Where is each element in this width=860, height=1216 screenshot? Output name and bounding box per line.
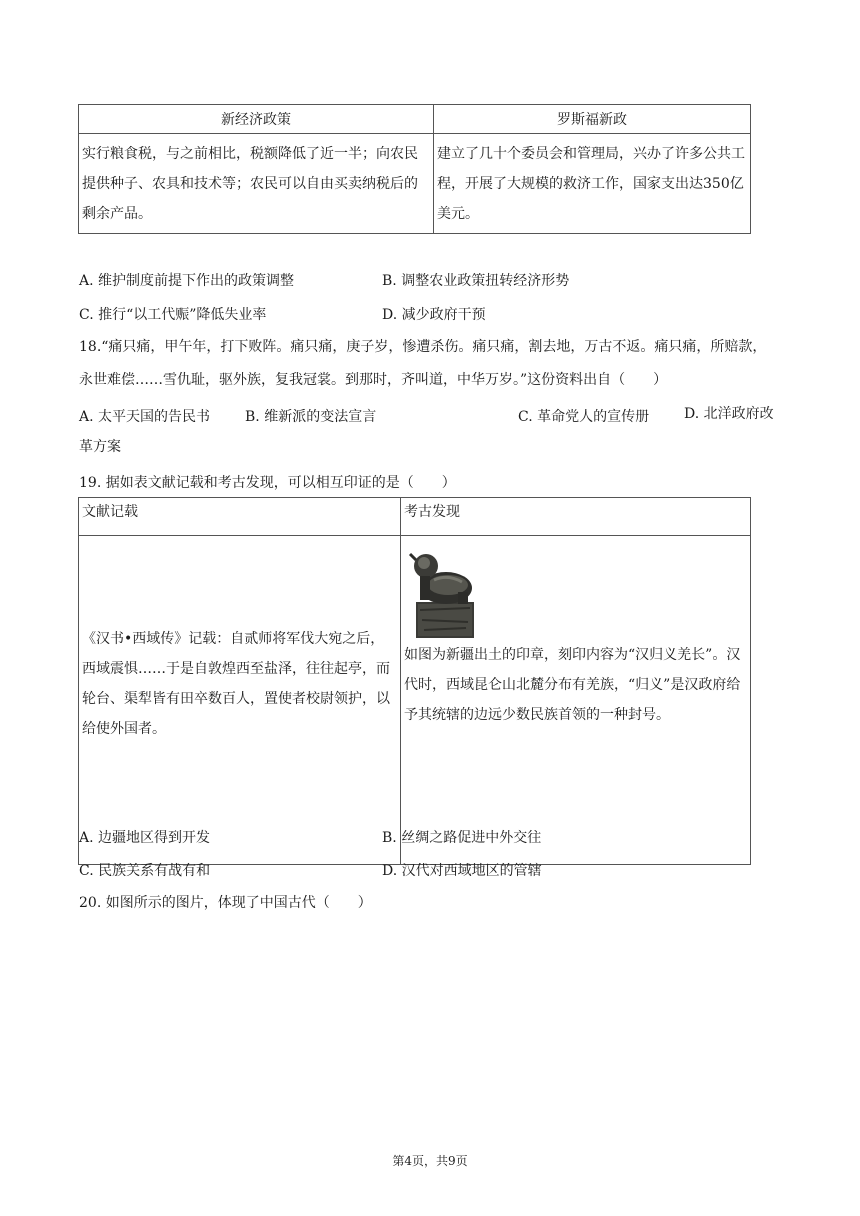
q18-option-d[interactable]: D. 北洋政府改革方案: [79, 406, 774, 455]
q19-option-a[interactable]: A. 边疆地区得到开发: [79, 830, 211, 846]
q19-option-c[interactable]: C. 民族关系有战有和: [79, 863, 211, 879]
evidence-table: [78, 497, 751, 865]
table-header-literature: 文献记载: [79, 498, 401, 536]
policy-comparison-table: [78, 104, 751, 234]
q20-stem: 20. 如图所示的图片，体现了中国古代（ ）: [79, 895, 372, 911]
q17-option-d[interactable]: D. 减少政府干预: [382, 307, 486, 323]
table-cell-new-deal: [434, 134, 751, 234]
table-header-new-deal: 罗斯福新政: [434, 105, 751, 134]
q19-option-b[interactable]: B. 丝绸之路促进中外交往: [382, 830, 542, 846]
han-seal-image: [404, 540, 490, 640]
q17-option-c[interactable]: C. 推行“以工代赈”降低失业率: [79, 307, 267, 323]
q18-stem: 18.“痛只痛，甲午年，打下败阵。痛只痛，庚子岁，惨遭杀伤。痛只痛，割去地，万古不返。痛只痛，所赔款，永世难偿……雪仇耻，驱外族，复我冠裳。到那时，齐叫道，中华万岁。”这份资料出自（ ）: [79, 339, 767, 388]
nep-description: 实行粮食税，与之前相比，税额降低了近一半；向农民提供种子、农具和技术等；农民可以自由买卖纳税后的剩余产品。: [82, 146, 418, 222]
q19-option-d[interactable]: D. 汉代对西域地区的管辖: [382, 863, 542, 879]
q18-option-a[interactable]: A. 太平天国的告民书: [79, 409, 211, 425]
page-footer: 第4页，共9页: [392, 1154, 468, 1168]
table-header-archaeology: 考古发现: [401, 498, 751, 536]
q18-option-c[interactable]: C. 革命党人的宣传册: [518, 409, 650, 425]
literature-record: 《汉书•西域传》记载：自贰师将军伐大宛之后，西域震惧……于是自敦煌西至盐泽，往往起亭，而轮台、渠犁皆有田卒数百人，置使者校尉领护，以给使外国者。: [79, 536, 401, 865]
table-header-nep: 新经济政策: [79, 105, 434, 134]
archaeology-description: 如图为新疆出土的印章，刻印内容为“汉归义羌长”。汉代时，西域昆仑山北麓分布有羌族，“归义”是汉政府给予其统辖的边远少数民族首领的一种封号。: [404, 647, 741, 723]
q17-option-b[interactable]: B. 调整农业政策扭转经济形势: [382, 273, 570, 289]
q17-option-a[interactable]: A. 维护制度前提下作出的政策调整: [79, 273, 295, 289]
table-cell-nep: [79, 134, 434, 234]
q18-option-b[interactable]: B. 维新派的变法宣言: [245, 409, 377, 425]
new-deal-description: 建立了几十个委员会和管理局，兴办了许多公共工程，开展了大规模的救济工作，国家支出达350亿美元。: [437, 146, 745, 222]
archaeology-cell: [401, 536, 751, 865]
q19-stem: 19. 据如表文献记载和考古发现，可以相互印证的是（ ）: [79, 475, 456, 491]
